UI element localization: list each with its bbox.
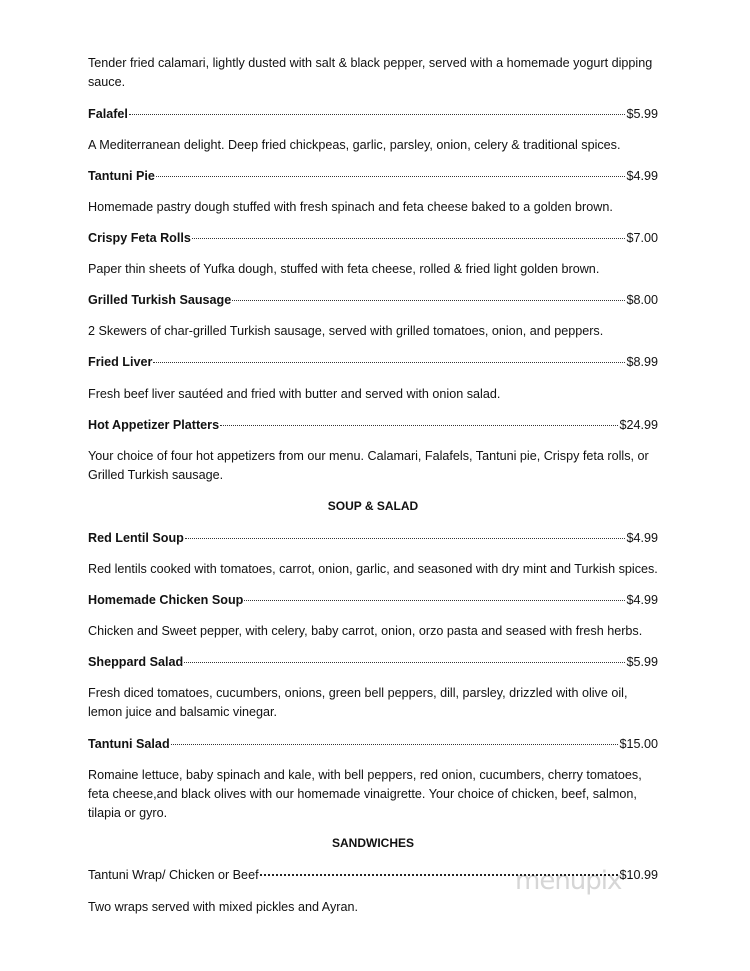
item-description: Fresh diced tomatoes, cucumbers, onions, green bell peppers, dill, parsley, drizzled with olive oil, lemon juice and balsamic vinegar. (88, 686, 628, 719)
item-name: Sheppard Salad (88, 655, 184, 669)
menu-item-row (88, 735, 658, 754)
item-name: Fried Liver (88, 355, 153, 369)
menu-item-row (88, 291, 658, 310)
item-description: Two wraps served with mixed pickles and Ayran. (88, 900, 358, 914)
item-description: Red lentils cooked with tomatoes, carrot, onion, garlic, and seasoned with dry mint and Turkish spices. (88, 562, 658, 576)
menu-item-row (88, 416, 658, 435)
item-price: $4.99 (626, 593, 658, 607)
item-description: A Mediterranean delight. Deep fried chickpeas, garlic, parsley, onion, celery & traditional spices. (88, 138, 621, 152)
menu-item-row (88, 653, 658, 672)
dot-leader (192, 238, 626, 239)
item-price: $7.00 (626, 231, 658, 245)
menu-item-row (88, 529, 658, 548)
item-name: Grilled Turkish Sausage (88, 293, 232, 307)
dot-leader (244, 600, 625, 601)
item-price: $5.99 (626, 107, 658, 121)
dot-leader (129, 114, 626, 115)
menupix-watermark: menupix (515, 866, 622, 896)
item-name: Hot Appetizer Platters (88, 418, 220, 432)
item-price: $15.00 (619, 737, 658, 751)
item-price: $8.00 (626, 293, 658, 307)
item-description: Romaine lettuce, baby spinach and kale, with bell peppers, red onion, cucumbers, cherry tomatoes, feta cheese,and black olives with our homemade vinaigrette. Your choice of chicken, beef, salmon, tilapia or gyro. (88, 768, 642, 820)
item-price: $10.99 (619, 868, 658, 882)
item-description: Your choice of four hot appetizers from our menu. Calamari, Falafels, Tantuni pie, Crispy feta rolls, or Grilled Turkish sausage. (88, 449, 649, 482)
item-description: Chicken and Sweet pepper, with celery, baby carrot, onion, orzo pasta and seased with fresh herbs. (88, 624, 643, 638)
item-price: $4.99 (626, 531, 658, 545)
item-name: Tantuni Salad (88, 737, 170, 751)
menu-item-row (88, 105, 658, 124)
item-name: Tantuni Wrap/ Chicken or Beef (88, 868, 259, 882)
dot-leader (185, 538, 626, 539)
item-name: Crispy Feta Rolls (88, 231, 191, 245)
item-name: Homemade Chicken Soup (88, 593, 244, 607)
dot-leader (171, 744, 619, 745)
item-name: Falafel (88, 107, 128, 121)
calamari-description: Tender fried calamari, lightly dusted with salt & black pepper, served with a homemade yogurt dipping sauce. (88, 56, 653, 89)
item-price: $8.99 (626, 355, 658, 369)
dot-leader (232, 300, 625, 301)
item-price: $24.99 (619, 418, 658, 432)
dot-leader (156, 176, 626, 177)
dot-leader (153, 362, 625, 363)
item-description: Paper thin sheets of Yufka dough, stuffed with feta cheese, rolled & fried light golden brown. (88, 262, 600, 276)
item-name: Tantuni Pie (88, 169, 155, 183)
menu-item-row (88, 866, 658, 885)
item-description: Homemade pastry dough stuffed with fresh spinach and feta cheese baked to a golden brown. (88, 200, 613, 214)
dot-leader (260, 874, 619, 876)
menu-item-row (88, 167, 658, 186)
menu-item-row (88, 229, 658, 248)
soup-salad-heading: SOUP & SALAD (327, 499, 419, 513)
dot-leader (184, 662, 625, 663)
item-price: $5.99 (626, 655, 658, 669)
item-description: 2 Skewers of char-grilled Turkish sausage, served with grilled tomatoes, onion, and peppers. (88, 324, 604, 338)
menu-item-row (88, 353, 658, 372)
item-price: $4.99 (626, 169, 658, 183)
item-description: Fresh beef liver sautéed and fried with butter and served with onion salad. (88, 387, 501, 401)
dot-leader (220, 425, 618, 426)
menu-item-row (88, 591, 658, 610)
sandwiches-heading: SANDWICHES (331, 836, 414, 850)
item-name: Red Lentil Soup (88, 531, 184, 545)
